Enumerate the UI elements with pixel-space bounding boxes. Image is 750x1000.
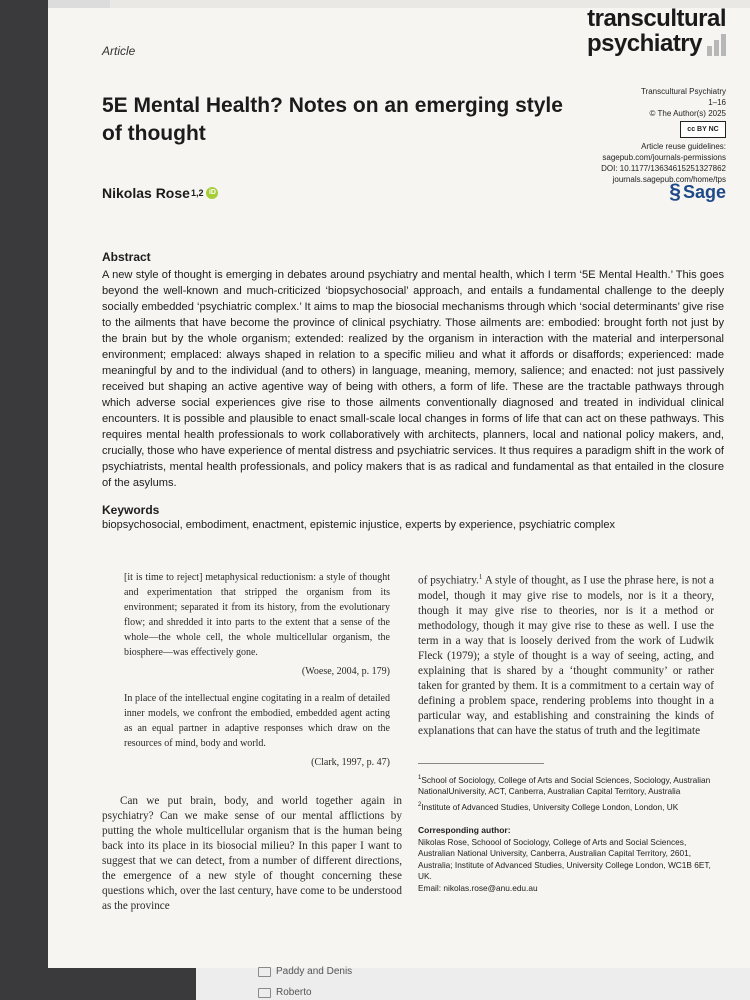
- epigraph-quote-1: [it is time to reject] metaphysical reductionism: a style of thought and experimentation that stripped the organism from its environment; separated it from its history, from the evolutionary flow; and shredded it into parts to the extent that a sense of the whole—the whole cell, the whole multicellular organism, the biosphere—was effectively gone.: [124, 572, 390, 658]
- brand-line-1: transcultural: [587, 5, 726, 32]
- left-column: [102, 570, 402, 914]
- page-range: 1–16: [708, 98, 726, 107]
- epigraph-citation-1: (Woese, 2004, p. 179): [301, 666, 390, 677]
- article-type-label: Article: [102, 44, 136, 58]
- journal-url[interactable]: journals.sagepub.com/home/tps: [612, 175, 726, 184]
- footnote-2-text: Institute of Advanced Studies, University College London, London, UK: [421, 801, 679, 812]
- body-paragraph-1: [102, 794, 402, 914]
- brand-line-2: psychiatry: [586, 30, 702, 57]
- epigraph-citation-2: (Clark, 1997, p. 47): [311, 757, 390, 768]
- cc-license-icon[interactable]: cc BY NC: [680, 121, 726, 138]
- abstract-heading: Abstract: [102, 250, 151, 264]
- footnotes: [418, 773, 718, 894]
- author-name[interactable]: Nikolas Rose: [102, 185, 190, 201]
- dock-folder-label-1: Paddy and Denis: [276, 966, 353, 977]
- right-col-text: A style of thought, as I use the phrase here, is not a model, though it may give rise to models, nor is it a theory, though it may give rise to theories, nor is it a method or methodology, though it may give rise to these as well. I use the term in a way that is loosely derived from the work of Ludwik Fleck (1979); a style of thought is a way of seeing, acting, and explaining that is shared by a ‘thought community’ or rather taken for granted by them. It is a commitment to a certain way of defining a problem space, rendering problems into thought in a particular way, and establishing and constraining the kinds of explanations that can have the status of truth and the legitimate: [418, 574, 714, 737]
- doi[interactable]: DOI: 10.1177/13634615251327862: [601, 164, 726, 173]
- author-affiliation-marks: 1,2: [190, 188, 204, 198]
- corresponding-author-email[interactable]: Email: nikolas.rose@anu.edu.au: [418, 882, 538, 893]
- copyright: © The Author(s) 2025: [649, 109, 726, 118]
- publisher-logo: [669, 180, 726, 204]
- corresponding-author-text: Nikolas Rose, Schoool of Sociology, College of Arts and Social Sciences, Australian National University, Canberra, Australian Capital Territory, 2601, Australia; Institute of Advanced Studies, University College London, WC1B 6ET, UK.: [418, 836, 711, 882]
- reuse-link[interactable]: sagepub.com/journals-permissions: [602, 153, 726, 162]
- right-col-start: of psychiatry.: [418, 574, 479, 587]
- abstract-text: A new style of thought is emerging in debates around psychiatry and mental health, which I term ‘5E Mental Health.’ This goes beyond the well-known and much-criticized ‘biopsychosocial’ approach, and entails a fundamental challenge to the deeply socially embedded ‘psychiatric complex.’ It aims to map the biosocial mechanisms through which ‘social determinants’ give rise to the ailments that have become the province of clinical psychiatry. Those ailments are: embodied: brought forth not just by the brain but by the whole organism; extended: realized by the organism in interaction with the material and interpersonal environment; emplaced: always shaped in relation to a specific milieu and what it affords or disaffords; experienced: made meaningful by and to the individual (and to others) in language, meaning, memory, salience; and enacted: not just passively received but shaping an active agentive way of being with others, a form of life. These are the tractable pathways through which adverse social experiences give rise to those ailments conventionally diagnosed and treated in individual clinical encounters. It is possible and plausible to enact small-scale local changes in forms of life that can act on these pathways. This requires mental health professionals to work collaboratively with architects, planners, local and national policy makers, and, crucially, those who have experience of mental distress and psychiatric services. It thus requires a paradigm shift in the work of psychiatrists, mental health professionals, and policy makers that is as radical and fundamental as that entailed in the closure of the asylums.: [102, 269, 724, 489]
- footnote-2-mark: 2: [418, 801, 422, 808]
- journal-name: Transcultural Psychiatry: [640, 87, 726, 96]
- footnote-1: [418, 773, 718, 798]
- dock-folder-item-2[interactable]: [258, 987, 312, 998]
- dock-folder-item-1[interactable]: [258, 966, 352, 977]
- folder-icon: [258, 967, 271, 977]
- footnote-1-mark: 1: [418, 775, 422, 781]
- journal-brand-logo: [587, 6, 726, 56]
- footnote-ref-1[interactable]: 1: [478, 573, 483, 581]
- publisher-name: Sage: [682, 181, 726, 202]
- right-column: [418, 570, 714, 739]
- folder-icon: [258, 988, 271, 998]
- orcid-icon[interactable]: iD: [206, 187, 218, 199]
- article-title: 5E Mental Health? Notes on an emerging style of thought: [102, 94, 563, 145]
- browser-tab[interactable]: [48, 0, 110, 8]
- dock-folder-label-2: Roberto: [276, 987, 312, 998]
- footnote-divider: [418, 763, 544, 764]
- footnote-1-text: School of Sociology, College of Arts and Social Sciences, Sociology, Australian NationalUniversity, ACT, Canberra, Australian Capital Territory, Australia: [418, 774, 711, 797]
- keywords-heading: Keywords: [102, 503, 160, 517]
- corresponding-author-heading: Corresponding author:: [418, 825, 511, 836]
- reuse-label: Article reuse guidelines:: [641, 142, 726, 151]
- body-paragraph-1-text: Can we put brain, body, and world together again in psychiatry? Can we make sense of our mental afflictions by putting the whole multicellular organism that is the human being back into its place in its biosocial milieu? In this paper I want to suggest that we can detect, from a number of different directions, the emergence of a new style of thought concerning these questions which, over the last century, have come to be understood as the province: [102, 795, 402, 912]
- epigraph-quote-2: In place of the intellectual engine cogitating in a realm of detailed inner models, we confront the embodied, embedded agent acting as an equal partner in adaptive responses which draw on the resources of mind, body and world.: [124, 693, 390, 749]
- keywords-list: biopsychosocial, embodiment, enactment, epistemic injustice, experts by experience, psychiatric complex: [102, 519, 615, 531]
- footnote-2: [418, 800, 718, 813]
- article-page: [48, 0, 750, 968]
- brand-bars-icon: [707, 34, 726, 56]
- sage-s-icon: §: [669, 180, 681, 203]
- author-line: [102, 185, 218, 201]
